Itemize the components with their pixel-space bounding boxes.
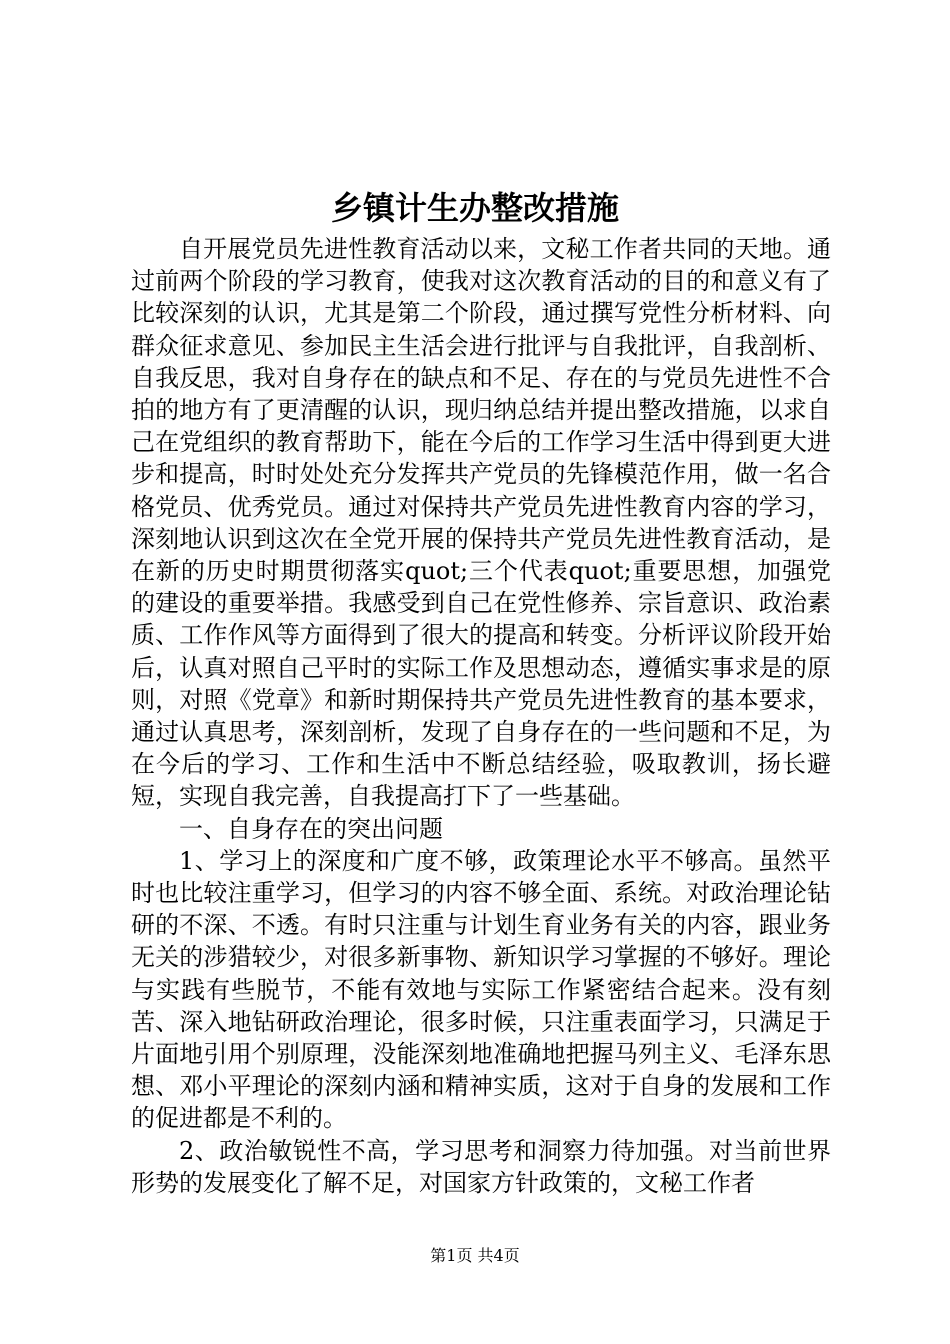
section-heading: 一、自身存在的突出问题 [179,814,443,843]
document-title: 乡镇计生办整改措施 [330,189,619,227]
paragraph-item-2: 2、政治敏锐性不高，学习思考和洞察力待加强。对当前世界形势的发展变化了解不足，对国家方针政策的，文秘工作者 [131,1136,831,1197]
paragraph-intro: 自开展党员先进性教育活动以来，文秘工作者共同的天地。通过前两个阶段的学习教育，使我对这次教育活动的目的和意义有了比较深刻的认识，尤其是第二个阶段，通过撰写党性分析材料、向群众征求意见、参加民主生活会进行批评与自我批评，自我剖析、自我反思，我对自身存在的缺点和不足、存在的与党员先进性不合拍的地方有了更清醒的认识，现归纳总结并提出整改措施，以求自己在党组织的教育帮助下，能在今后的工作学习生活中得到更大进步和提高，时时处处充分发挥共产党员的先锋模范作用，做一名合格党员、优秀党员。通过对保持共产党员先进性教育内容的学习，深刻地认识到这次在全党开展的保持共产党员先进性教育活动，是在新的历史时期贯彻落实quot;三个代表quot;重要思想，加强党的建设的重要举措。我感受到自己在党性修养、宗旨意识、政治素质、工作作风等方面得到了很大的提高和转变。分析评议阶段开始后，认真对照自己平时的实际工作及思想动态，遵循实事求是的原则，对照《党章》和新时期保持共产党员先进性教育的基本要求，通过认真思考，深刻剖析，发现了自身存在的一些问题和不足，为在今后的学习、工作和生活中不断总结经验，吸取教训，扬长避短，实现自我完善，自我提高打下了一些基础。 [131,235,831,811]
paragraph-item-1: 1、学习上的深度和广度不够，政策理论水平不够高。虽然平时也比较注重学习，但学习的内容不够全面、系统。对政治理论钻研的不深、不透。有时只注重与计划生育业务有关的内容，跟业务无关的涉猎较少，对很多新事物、新知识学习掌握的不够好。理论与实践有些脱节，不能有效地与实际工作紧密结合起来。没有刻苦、深入地钻研政治理论，很多时候，只注重表面学习，只满足于片面地引用个别原理，没能深刻地准确地把握马列主义、毛泽东思想、邓小平理论的深刻内涵和精神实质，这对于自身的发展和工作的促进都是不利的。 [131,846,831,1133]
document-body [131,233,831,1199]
page-footer: 第1页 共4页 [430,1246,520,1265]
